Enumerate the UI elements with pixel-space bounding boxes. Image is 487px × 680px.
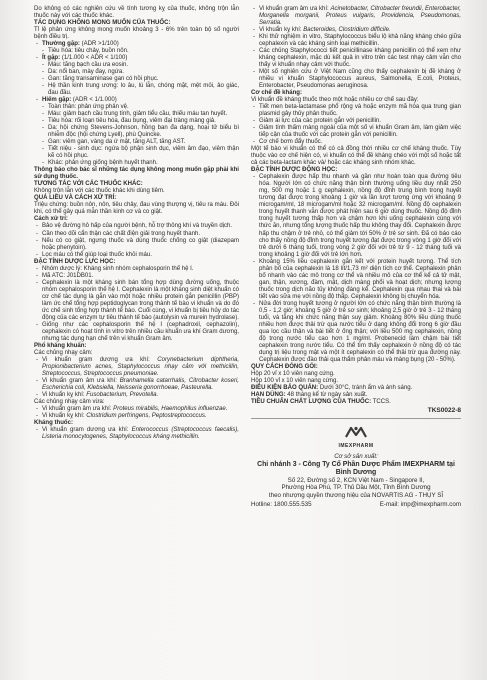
resistant-label: Kháng thuốc: bbox=[34, 419, 73, 426]
address-line: Phường Hòa Phú, TP. Thủ Dầu Một, Tỉnh Bình Dương bbox=[281, 484, 431, 492]
quality-row: TIÊU CHUẨN CHẤT LƯỢNG CỦA THUỐC: TCCS. bbox=[251, 398, 391, 405]
pharmaco-mechanism: - Cephalexin là một kháng sinh bán tổng hợp dùng đường uống, thuộc nhóm cephalosporin thế hệ I. Cephalexin là một kháng sinh diệt khuẩn có cơ chế tác dụng là gắn vào một hoặc nhiều protein gắn penicillin (PBP) làm ức chế tổng hợp peptidoglycan trong thành tế bào vi khuẩn và do đó ức chế sinh tổng hợp thành tế bào. Cuối cùng, vi khuẩn bị tiêu hủy do tác động của các enzym tự tiêu thành tế bào (autolysin và murein hydrolase). bbox=[36, 279, 239, 321]
rare-item: - Gan: viêm gan, vàng da ứ mật, tăng ALT, tăng AST. bbox=[42, 139, 186, 146]
side-effects-heading: TÁC DỤNG KHÔNG MONG MUỐN CỦA THUỐC: bbox=[34, 20, 171, 27]
common-effects-row: - Thường gặp: (ADR >1/100) bbox=[36, 41, 119, 48]
rare-item: - Toàn thân: phản ứng phản vệ. bbox=[42, 104, 129, 111]
interactions-heading: TƯƠNG TÁC VỚI CÁC THUỐC KHÁC: bbox=[34, 181, 143, 188]
facility-label: Cơ sở sản xuất: bbox=[334, 452, 378, 460]
spectrum-heading: Phổ kháng khuẩn: bbox=[34, 342, 87, 349]
report-notice: Thông báo cho bác sĩ những tác dụng không mong muốn gặp phải khi sử dụng thuốc. bbox=[34, 167, 239, 181]
manufacturer-logo bbox=[251, 425, 461, 450]
overdose-treatment-label: Cách xử trí: bbox=[34, 216, 68, 223]
overdose-item: - Nếu có co giật, ngưng thuốc và dùng thuốc chống co giật (diazepam hoặc phenytoin). bbox=[36, 237, 239, 251]
intermediate-label: Các chủng nhạy cảm vừa: bbox=[34, 398, 105, 405]
mechanism-heading: Cơ chế đề kháng: bbox=[251, 90, 303, 97]
overdose-symptoms: Triệu chứng: buồn nôn, nôn, tiêu chảy, đau vùng thượng vị, tiêu ra máu. Đôi khi, có thể gây quá mẫn thần kinh cơ và co giật. bbox=[34, 202, 239, 216]
rare-effects-row: - Hiếm gặp: (ADR < 1/1.000) bbox=[36, 97, 117, 104]
rare-item: - Tiêu hóa: rối loạn tiêu hóa, đau bụng, viêm đại tràng màng giả. bbox=[42, 118, 216, 125]
sensitive-anaerobe: - Vi khuẩn kỵ khí: Fusobacterium, Prevotella. bbox=[36, 391, 159, 398]
uncommon-item: - Da: nổi ban, mày đay, ngứa. bbox=[42, 69, 124, 76]
intermediate-gram-negative: - Vi khuẩn gram âm ưa khí: Proteus mirabilis, Haemophilus influenzae. bbox=[36, 405, 228, 412]
uncommon-item: - Hệ thần kinh trung ương: lo âu, lú lẫn, chóng mặt, mệt mỏi, ảo giác, đau đầu. bbox=[42, 83, 239, 97]
left-column bbox=[34, 6, 239, 441]
common-frequency: (ADR >1/100) bbox=[79, 41, 119, 48]
resistant-gram-negative: - Vi khuẩn gram âm ưa khí: Acinetobacter, Citrobacter freundii, Enterobacter, Morganella morganii, Proteus vulgaris, Providencia, Pseudomonas, Serratia. bbox=[253, 6, 461, 27]
sensitive-gram-negative: - Vi khuẩn gram âm ưa khí: Branhamella catarrhalis, Citrobacter koseri, Escherichia coli, Klebsiella, Neisseria gonorrhoeae, Pasteurella. bbox=[36, 377, 239, 391]
atc-code: - Mã ATC: J01DB01. bbox=[36, 272, 94, 279]
pk-distribution: - Khoảng 15% liều cephalexin gắn kết với protein huyết tương. Thể tích phân bố của cephalexin là 18 lít/1,73 m² diện tích cơ thể. Cephalexin phân bố nhanh vào các mô trong cơ thể và nhiều mô của cơ thể kể cả tử mật, gan, thận, xương, đàm, mật, dịch màng phổi và hoạt dịch; nhưng lượng thuốc trong dịch não tủy không đáng kể. Cephalexin qua nhau thai và bài tiết vào sữa mẹ với nồng độ thấp. Cephalexin không bị chuyển hóa. bbox=[253, 258, 461, 300]
document-code: TKS0022-8 bbox=[427, 406, 461, 414]
uncommon-frequency: (1/1.000 < ADR < 1/100) bbox=[60, 55, 128, 62]
uncommon-label: Ít gặp: bbox=[42, 55, 61, 62]
pharmacokinetics-heading: ĐẶC TÍNH DƯỢC ĐỘNG HỌC: bbox=[251, 167, 338, 174]
resistance-item: - Các chủng Staphylococci tiết penicillinase kháng penicillin có thể xem như kháng cephalexin, mặc dù kết quả in vitro trên các test nhạy cảm vẫn cho thấy vi khuẩn nhạy cảm với thuốc. bbox=[253, 48, 461, 69]
manufacturer-block bbox=[251, 453, 461, 509]
contact-row bbox=[251, 501, 461, 509]
uncommon-item: - Máu: tăng bạch cầu ưa eosin. bbox=[42, 62, 129, 69]
imexpharm-logo-icon bbox=[345, 425, 367, 439]
rare-item: - Da: hội chứng Stevens-Johnson, hồng ban đa dạng, hoại tử biểu bì nhiễm độc (hội chứng Lyell), phù Quincke. bbox=[42, 125, 239, 139]
resistant-gram-positive: - Vi khuẩn gram dương ưa khí: Enterococcus (Streptococcus faecalis), Listeria monocytogenes, Staphylococcus kháng methicillin. bbox=[36, 426, 239, 440]
email: E-mail: imp@imexpharm.com bbox=[379, 501, 461, 509]
sensitive-label: Các chủng nhạy cảm: bbox=[34, 349, 93, 356]
facility-name: Chi nhánh 3 - Công Ty Cổ Phần Dược Phẩm IMEXPHARM tại Bình Dương bbox=[257, 460, 455, 476]
hotline: Hotline: 1800.555.535 bbox=[251, 501, 312, 509]
resistant-anaerobe: - Vi khuẩn kỵ khí: Bacteroides, Clostridium difficile. bbox=[253, 27, 391, 34]
pk-elimination: - Nửa đời trong huyết tương ở người lớn có chức năng thận bình thường là 0,5 - 1,2 giờ; khoảng 5 giờ ở trẻ sơ sinh; khoảng 2,5 giờ ở trẻ 3 - 12 tháng tuổi, và tăng khi chức năng thận suy giảm. Khoảng 80% liều dùng thuốc nhiều hơn được thải trừ qua nước tiểu ở dạng không đổi trong 6 giờ đầu qua lọc cầu thận và bài tiết ở ống thận; với liều 500 mg cephalexin, nồng độ trong nước tiểu cao hơn 1 mg/ml. Probenecid làm chậm bài tiết cephalexin trong nước tiểu. Có thể tìm thấy cephalexin ở nồng độ có tác dụng trị liệu trong mật và một ít cephalexin có thể thải trừ qua đường này. Cephalexin được đào thải qua thẩm phân máu và màng bụng (20 - 50%). bbox=[253, 300, 461, 363]
packaging-item: Hộp 100 vỉ x 10 viên nang cứng. bbox=[251, 377, 339, 384]
resistance-item: - Khi thử nghiệm in vitro, Staphylococcus biểu lộ khả năng kháng chéo giữa cephalexin và các kháng sinh loại methicillin. bbox=[253, 34, 461, 48]
intermediate-anaerobe: - Vi khuẩn kỵ khí: Clostridium perfringens, Peptostreptococcus. bbox=[36, 412, 207, 419]
resistance-item: - Một số nghiên cứu ở Việt Nam cũng cho thấy cephalexin bị đề kháng ở nhiều vi khuẩn Staphylococcus aureus, Salmonella, E.coli, Proteus, Enterobacter, Pseudomonas aeruginosa. bbox=[253, 69, 461, 90]
section-divider bbox=[251, 418, 461, 419]
incompatibility-note: Do không có các nghiên cứu về tính tương kỵ của thuốc, không trộn lẫn thuốc này với các thuốc khác. bbox=[34, 6, 239, 20]
overdose-item: - Bảo vệ đường hô hấp của người bệnh, hỗ trợ thông khí và truyền dịch. bbox=[36, 223, 233, 230]
rare-frequency: (ADR < 1/1.000) bbox=[71, 97, 117, 104]
sensitive-gram-positive: - Vi khuẩn gram dương ưa khí: Corynebacterium diphtheria, Propionibacterium acnes, Staphylococcus nhạy cảm với methicillin, Streptococcus, Streptococcus pneumoniae. bbox=[36, 356, 239, 377]
mechanism-intro: Vi khuẩn đề kháng thuốc theo một hoặc nhiều cơ chế sau đây: bbox=[251, 97, 419, 104]
storage-row: ĐIỀU KIỆN BẢO QUẢN: Dưới 30°C, tránh ẩm và ánh sáng. bbox=[251, 384, 413, 391]
mechanism-item: - Cơ chế bơm đẩy thuốc. bbox=[253, 139, 323, 146]
rare-item: - Khác: phản ứng giống bệnh huyết thanh. bbox=[42, 160, 158, 167]
overdose-item: - Lọc máu có thể giúp loại thuốc khỏi máu. bbox=[36, 251, 152, 258]
packaging-heading: QUY CÁCH ĐÓNG GÓI: bbox=[251, 363, 318, 370]
rare-label: Hiếm gặp: bbox=[42, 97, 72, 104]
license-line: theo nhượng quyền thương hiệu của NOVARTIS AG - THỤY SĨ bbox=[268, 491, 444, 499]
address-line: Số 22, Đường số 2, KCN Việt Nam - Singapore II, bbox=[287, 476, 425, 484]
pharmacodynamics-heading: ĐẶC TÍNH DƯỢC LỰC HỌC: bbox=[34, 258, 116, 265]
mechanism-item: - Tiết men beta-lactamase phổ rộng và hoặc enzym mã hóa qua trung gian plasmid gây thủy phân thuốc. bbox=[253, 104, 461, 118]
shelf-life-row: HẠN DÙNG: 48 tháng kể từ ngày sản xuất. bbox=[251, 391, 368, 398]
pk-absorption: - Cephalexin được hấp thu nhanh và gần như hoàn toàn qua đường tiêu hóa. Người lớn có chức năng thận bình thường uống liều duy nhất 250 mg, 500 mg hoặc 1 g cephalexin, nồng độ đỉnh trung bình trong huyết tương đạt được trong khoảng 1 giờ và lần lượt tương ứng với khoảng 9 microgam/ml, 18 microgam/ml hoặc 32 microgam/ml. Nồng độ cephalexin trong huyết thanh vẫn được phát hiện sau 6 giờ dùng thuốc. Nồng độ đỉnh trong huyết tương thấp hơn và chậm hơn khi uống cephalexin cùng với thức ăn, nhưng tổng lượng thuốc hấp thu không thay đổi. Cephalexin được hấp thu chậm ở trẻ nhỏ, có thể giảm tới 50% ở trẻ sơ sinh. Đã có báo cáo cho thấy nồng độ đỉnh trong huyết tương đạt được trong vòng 1 giờ đối với trẻ dưới 6 tháng tuổi, trong vòng 2 giờ đối với trẻ từ 9 - 12 tháng tuổi và trong khoảng 1 giờ đối với trẻ lớn hơn. bbox=[253, 174, 461, 258]
mechanism-note: Một tế bào vi khuẩn có thể có cả đồng thời nhiều cơ chế kháng thuốc. Tùy thuộc vào cơ chế hiện có, vi khuẩn có thể đề kháng chéo với một số hoặc tất cả các beta-lactam khác và/ hoặc các kháng sinh nhóm khác. bbox=[251, 146, 461, 167]
rare-item: - Máu: giảm bạch cầu trung tính, giảm tiểu cầu, thiếu máu tan huyết. bbox=[42, 111, 228, 118]
packaging-item: Hộp 20 vỉ x 10 viên nang cứng. bbox=[251, 370, 335, 377]
common-item: - Tiêu hóa: tiêu chảy, buồn nôn. bbox=[42, 48, 129, 55]
uncommon-effects-row: - Ít gặp: (1/1.000 < ADR < 1/100) bbox=[36, 55, 128, 62]
logo-wordmark: IMEXPHARM bbox=[338, 442, 374, 449]
interactions-text: Không trộn lẫn với các thuốc khác khi dùng tiêm. bbox=[34, 188, 165, 195]
uncommon-item: - Gan: tăng transaminase gan có hồi phục. bbox=[42, 76, 159, 83]
pharmaco-similarity: - Giống như các cephalosporin thế hệ I (cephadroxil, cephazolin), cephalexin có hoạt tính in vitro trên nhiều cầu khuẩn ưa khí Gram dương, nhưng tác dụng hạn chế trên vi khuẩn Gram âm. bbox=[36, 321, 239, 342]
overdose-heading: QUÁ LIỀU VÀ CÁCH XỬ TRÍ: bbox=[34, 195, 117, 202]
common-label: Thường gặp: bbox=[42, 41, 80, 48]
right-column bbox=[251, 6, 461, 509]
pharmaco-group: - Nhóm dược lý: Kháng sinh nhóm cephalosporin thế hệ I. bbox=[36, 265, 194, 272]
mechanism-item: - Giảm ái lực của các protein gắn với penicillin. bbox=[253, 118, 381, 125]
mechanism-item: - Giảm tính thấm màng ngoài của một số vi khuẩn Gram âm, làm giảm việc tiếp cận của thuốc với các protein gắn với penicillin. bbox=[253, 125, 461, 139]
overdose-item: - Cần theo dõi cẩn thận các chất điện giải trong huyết thanh. bbox=[36, 230, 201, 237]
side-effects-intro: Tỉ lệ phản ứng không mong muốn khoảng 3 - 6% trên toàn bộ số người bệnh điều trị. bbox=[34, 27, 239, 41]
rare-item: - Tiết niệu - sinh dục: ngứa bộ phận sinh dục, viêm âm đạo, viêm thận kẽ có hồi phục. bbox=[42, 146, 239, 160]
